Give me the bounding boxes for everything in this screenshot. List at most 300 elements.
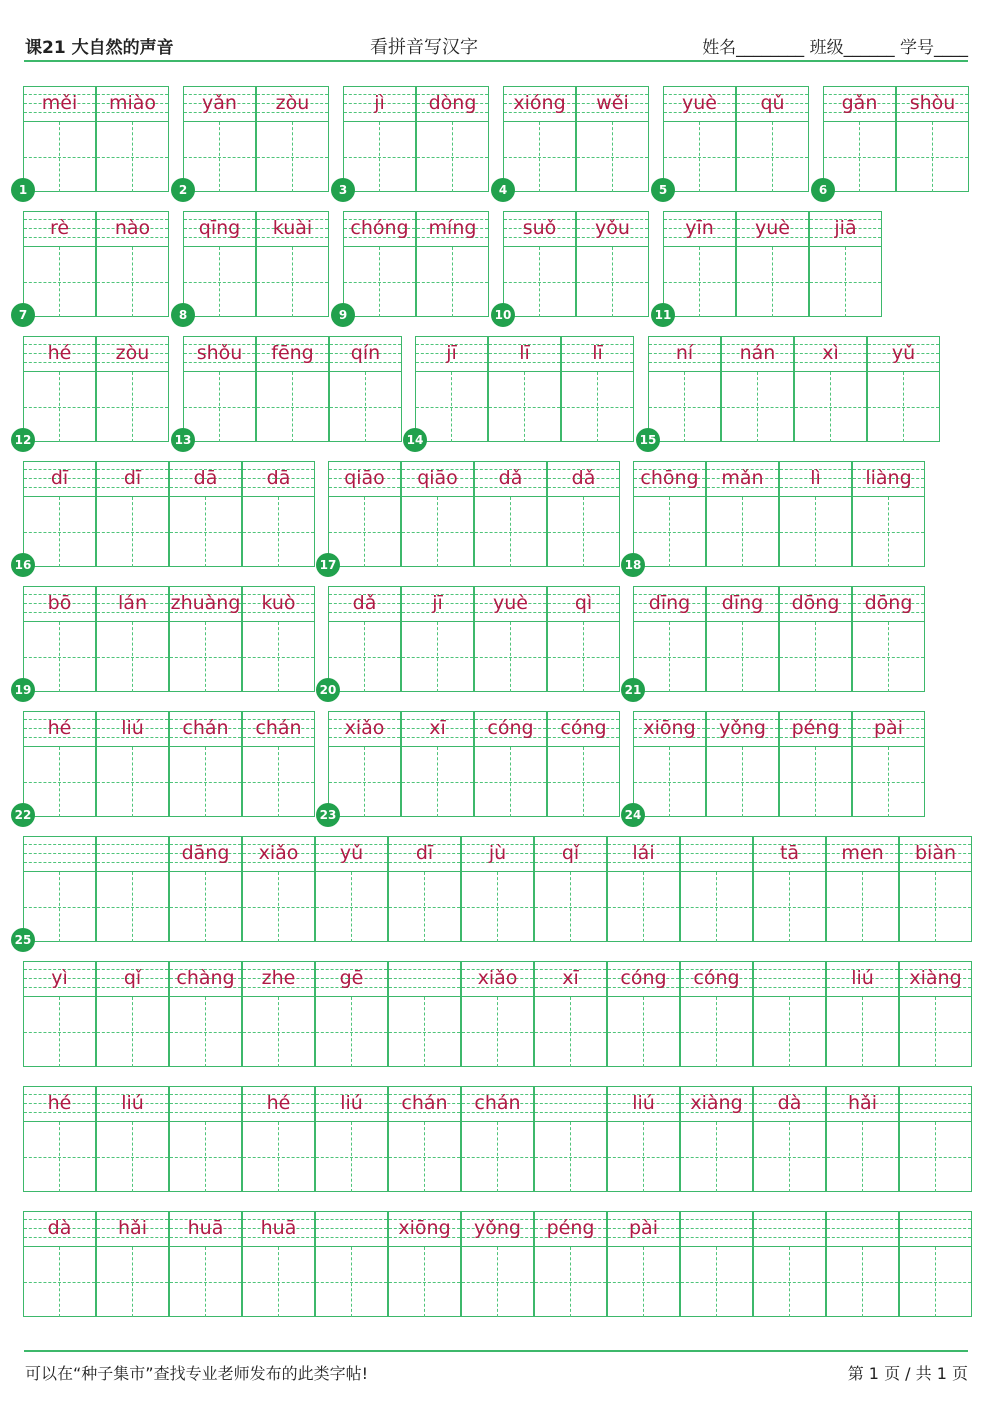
writing-cell[interactable] xyxy=(779,711,852,817)
hanzi-writing-box[interactable] xyxy=(243,1246,314,1317)
hanzi-writing-box[interactable] xyxy=(184,121,255,192)
writing-cell[interactable] xyxy=(401,711,474,817)
writing-cell[interactable] xyxy=(329,336,402,442)
writing-cell[interactable] xyxy=(607,836,680,942)
hanzi-writing-box[interactable] xyxy=(504,246,575,317)
hanzi-writing-box[interactable] xyxy=(97,621,168,692)
hanzi-writing-box[interactable] xyxy=(329,746,400,817)
hanzi-writing-box[interactable] xyxy=(389,1246,460,1317)
box-center-guide-vertical xyxy=(643,997,644,1067)
pinyin-label: měi xyxy=(41,92,78,114)
writing-cell[interactable] xyxy=(169,961,242,1067)
writing-cell[interactable] xyxy=(388,836,461,942)
writing-cell[interactable] xyxy=(534,1086,607,1192)
hanzi-writing-box[interactable] xyxy=(344,246,415,317)
writing-cell[interactable] xyxy=(169,711,242,817)
writing-cell[interactable] xyxy=(503,211,576,317)
writing-cell[interactable] xyxy=(899,1211,972,1317)
hanzi-writing-box[interactable] xyxy=(24,246,95,317)
hanzi-writing-box[interactable] xyxy=(97,996,168,1067)
hanzi-writing-box[interactable] xyxy=(754,1121,825,1192)
writing-cell[interactable] xyxy=(315,1086,388,1192)
writing-cell[interactable] xyxy=(242,711,315,817)
hanzi-writing-box[interactable] xyxy=(780,621,851,692)
writing-cell[interactable] xyxy=(242,961,315,1067)
writing-cell[interactable] xyxy=(576,211,649,317)
writing-cell[interactable] xyxy=(256,86,329,192)
writing-cell[interactable] xyxy=(242,461,315,567)
writing-cell[interactable] xyxy=(23,961,96,1067)
hanzi-writing-box[interactable] xyxy=(737,121,808,192)
pinyin-label: zhuàng xyxy=(170,592,241,614)
pinyin-guide-row xyxy=(97,587,168,621)
hanzi-writing-box[interactable] xyxy=(897,121,968,192)
pinyin-label: xiōng xyxy=(398,1217,451,1239)
hanzi-writing-box[interactable] xyxy=(900,1246,971,1317)
writing-cell[interactable] xyxy=(315,836,388,942)
hanzi-writing-box[interactable] xyxy=(97,871,168,942)
hanzi-writing-box[interactable] xyxy=(868,371,939,442)
hanzi-writing-box[interactable] xyxy=(24,621,95,692)
hanzi-writing-box[interactable] xyxy=(316,1121,387,1192)
writing-cell[interactable] xyxy=(256,336,329,442)
hanzi-writing-box[interactable] xyxy=(24,1246,95,1317)
writing-cell[interactable] xyxy=(461,961,534,1067)
writing-cell[interactable] xyxy=(328,461,401,567)
writing-cell[interactable] xyxy=(96,586,169,692)
writing-cell[interactable] xyxy=(753,1211,826,1317)
hanzi-writing-box[interactable] xyxy=(257,246,328,317)
pinyin-label: qǐ xyxy=(561,842,580,864)
writing-cell[interactable] xyxy=(867,336,940,442)
box-center-guide-vertical xyxy=(132,247,133,317)
writing-cell[interactable] xyxy=(388,1086,461,1192)
pinyin-guide-row xyxy=(462,1087,533,1121)
writing-cell[interactable] xyxy=(169,836,242,942)
pinyin-guide-row xyxy=(608,962,679,996)
writing-cell[interactable] xyxy=(607,1086,680,1192)
hanzi-writing-box[interactable] xyxy=(795,371,866,442)
writing-cell[interactable] xyxy=(23,211,96,317)
box-center-guide-vertical xyxy=(59,1247,60,1317)
writing-cell[interactable] xyxy=(96,711,169,817)
hanzi-writing-box[interactable] xyxy=(257,371,328,442)
pinyin-label: qǔ xyxy=(760,92,785,114)
writing-cell[interactable] xyxy=(315,1211,388,1317)
hanzi-writing-box[interactable] xyxy=(608,871,679,942)
hanzi-writing-box[interactable] xyxy=(634,621,705,692)
hanzi-writing-box[interactable] xyxy=(853,746,924,817)
hanzi-writing-box[interactable] xyxy=(389,996,460,1067)
pinyin-guide-row xyxy=(402,587,473,621)
hanzi-writing-box[interactable] xyxy=(780,496,851,567)
box-center-guide-vertical xyxy=(612,247,613,317)
hanzi-writing-box[interactable] xyxy=(827,996,898,1067)
writing-cell[interactable] xyxy=(23,586,96,692)
writing-cell[interactable] xyxy=(633,461,706,567)
writing-cell[interactable] xyxy=(896,86,969,192)
hanzi-writing-box[interactable] xyxy=(97,121,168,192)
hanzi-writing-box[interactable] xyxy=(184,246,255,317)
writing-cell[interactable] xyxy=(23,711,96,817)
writing-cell[interactable] xyxy=(534,961,607,1067)
box-center-guide-vertical xyxy=(699,122,700,192)
hanzi-writing-box[interactable] xyxy=(535,1246,606,1317)
exercise-number-badge: 14 xyxy=(403,428,427,452)
box-center-guide-vertical xyxy=(716,1247,717,1317)
writing-cell[interactable] xyxy=(23,1086,96,1192)
writing-cell[interactable] xyxy=(736,211,809,317)
hanzi-writing-box[interactable] xyxy=(389,871,460,942)
hanzi-writing-box[interactable] xyxy=(548,621,619,692)
pinyin-guide-row xyxy=(548,712,619,746)
hanzi-writing-box[interactable] xyxy=(170,621,241,692)
pinyin-guide-line xyxy=(389,978,460,979)
writing-cell[interactable] xyxy=(488,336,561,442)
hanzi-writing-box[interactable] xyxy=(170,1121,241,1192)
writing-cell[interactable] xyxy=(23,86,96,192)
hanzi-writing-box[interactable] xyxy=(24,496,95,567)
pinyin-label: jiā xyxy=(834,217,857,239)
hanzi-writing-box[interactable] xyxy=(707,746,778,817)
pinyin-label: chóng xyxy=(350,217,409,239)
writing-cell[interactable] xyxy=(706,711,779,817)
pinyin-guide-row xyxy=(24,87,95,121)
hanzi-writing-box[interactable] xyxy=(649,371,720,442)
hanzi-writing-box[interactable] xyxy=(170,1246,241,1317)
writing-cell[interactable] xyxy=(607,1211,680,1317)
writing-cell[interactable] xyxy=(315,961,388,1067)
hanzi-writing-box[interactable] xyxy=(243,746,314,817)
writing-cell[interactable] xyxy=(401,586,474,692)
hanzi-writing-box[interactable] xyxy=(608,1121,679,1192)
hanzi-writing-box[interactable] xyxy=(535,1121,606,1192)
hanzi-writing-box[interactable] xyxy=(402,746,473,817)
hanzi-writing-box[interactable] xyxy=(827,1246,898,1317)
writing-cell[interactable] xyxy=(461,836,534,942)
writing-cell[interactable] xyxy=(183,86,256,192)
writing-cell[interactable] xyxy=(169,1211,242,1317)
hanzi-writing-box[interactable] xyxy=(608,996,679,1067)
pinyin-guide-row xyxy=(184,87,255,121)
pinyin-guide-line xyxy=(97,853,168,854)
writing-cell[interactable] xyxy=(721,336,794,442)
hanzi-writing-box[interactable] xyxy=(824,121,895,192)
writing-cell[interactable] xyxy=(779,461,852,567)
writing-cell[interactable] xyxy=(416,86,489,192)
hanzi-writing-box[interactable] xyxy=(754,1246,825,1317)
writing-cell[interactable] xyxy=(680,836,753,942)
hanzi-writing-box[interactable] xyxy=(24,1121,95,1192)
hanzi-writing-box[interactable] xyxy=(504,121,575,192)
writing-cell[interactable] xyxy=(461,1211,534,1317)
writing-cell[interactable] xyxy=(23,836,96,942)
writing-cell[interactable] xyxy=(547,461,620,567)
hanzi-writing-box[interactable] xyxy=(900,1121,971,1192)
writing-cell[interactable] xyxy=(96,86,169,192)
hanzi-writing-box[interactable] xyxy=(681,871,752,942)
box-center-guide-vertical xyxy=(772,122,773,192)
writing-cell[interactable] xyxy=(96,336,169,442)
hanzi-writing-box[interactable] xyxy=(462,996,533,1067)
writing-cell[interactable] xyxy=(633,711,706,817)
hanzi-writing-box[interactable] xyxy=(243,1121,314,1192)
writing-cell[interactable] xyxy=(169,461,242,567)
writing-cell[interactable] xyxy=(96,836,169,942)
writing-cell[interactable] xyxy=(607,961,680,1067)
writing-cell[interactable] xyxy=(736,86,809,192)
writing-cell[interactable] xyxy=(474,711,547,817)
hanzi-writing-box[interactable] xyxy=(681,1121,752,1192)
writing-cell[interactable] xyxy=(401,461,474,567)
writing-cell[interactable] xyxy=(343,86,416,192)
hanzi-writing-box[interactable] xyxy=(243,496,314,567)
writing-cell[interactable] xyxy=(663,86,736,192)
writing-cell[interactable] xyxy=(680,1211,753,1317)
hanzi-writing-box[interactable] xyxy=(170,996,241,1067)
writing-cell[interactable] xyxy=(503,86,576,192)
pinyin-guide-row xyxy=(681,1087,752,1121)
pinyin-label: dāng xyxy=(181,842,230,864)
hanzi-writing-box[interactable] xyxy=(634,746,705,817)
hanzi-writing-box[interactable] xyxy=(548,746,619,817)
writing-cell[interactable] xyxy=(23,1211,96,1317)
hanzi-writing-box[interactable] xyxy=(900,871,971,942)
hanzi-writing-box[interactable] xyxy=(402,496,473,567)
hanzi-writing-box[interactable] xyxy=(853,621,924,692)
writing-cell[interactable] xyxy=(388,1211,461,1317)
pinyin-label: yuè xyxy=(682,92,717,114)
hanzi-writing-box[interactable] xyxy=(329,621,400,692)
hanzi-writing-box[interactable] xyxy=(24,871,95,942)
writing-cell[interactable] xyxy=(852,586,925,692)
hanzi-writing-box[interactable] xyxy=(664,246,735,317)
writing-cell[interactable] xyxy=(534,1211,607,1317)
hanzi-writing-box[interactable] xyxy=(243,871,314,942)
hanzi-writing-box[interactable] xyxy=(316,871,387,942)
writing-cell[interactable] xyxy=(183,211,256,317)
writing-cell[interactable] xyxy=(328,586,401,692)
pinyin-guide-row xyxy=(608,1212,679,1246)
box-center-guide-vertical xyxy=(132,1122,133,1192)
hanzi-writing-box[interactable] xyxy=(170,496,241,567)
writing-cell[interactable] xyxy=(633,586,706,692)
writing-cell[interactable] xyxy=(826,961,899,1067)
hanzi-writing-box[interactable] xyxy=(97,371,168,442)
writing-cell[interactable] xyxy=(96,211,169,317)
hanzi-writing-box[interactable] xyxy=(24,121,95,192)
writing-cell[interactable] xyxy=(461,1086,534,1192)
writing-cell[interactable] xyxy=(706,461,779,567)
hanzi-writing-box[interactable] xyxy=(257,121,328,192)
writing-cell[interactable] xyxy=(779,586,852,692)
writing-cell[interactable] xyxy=(96,1211,169,1317)
exercise-number-badge: 2 xyxy=(171,178,195,202)
hanzi-writing-box[interactable] xyxy=(417,246,488,317)
pinyin-guide-row xyxy=(389,837,460,871)
hanzi-writing-box[interactable] xyxy=(827,1121,898,1192)
hanzi-writing-box[interactable] xyxy=(634,496,705,567)
hanzi-writing-box[interactable] xyxy=(462,1121,533,1192)
hanzi-writing-box[interactable] xyxy=(562,371,633,442)
hanzi-writing-box[interactable] xyxy=(577,246,648,317)
writing-cell[interactable] xyxy=(706,586,779,692)
writing-cell[interactable] xyxy=(242,1211,315,1317)
writing-cell[interactable] xyxy=(809,211,882,317)
pinyin-guide-row xyxy=(780,712,851,746)
writing-cell[interactable] xyxy=(899,1086,972,1192)
box-center-guide-vertical xyxy=(643,1247,644,1317)
writing-cell[interactable] xyxy=(328,711,401,817)
hanzi-writing-box[interactable] xyxy=(184,371,255,442)
writing-cell[interactable] xyxy=(753,836,826,942)
hanzi-writing-box[interactable] xyxy=(475,496,546,567)
hanzi-writing-box[interactable] xyxy=(389,1121,460,1192)
hanzi-writing-box[interactable] xyxy=(462,1246,533,1317)
writing-cell[interactable] xyxy=(648,336,721,442)
writing-cell[interactable] xyxy=(794,336,867,442)
hanzi-writing-box[interactable] xyxy=(681,996,752,1067)
pinyin-label: kuài xyxy=(272,217,313,239)
hanzi-writing-box[interactable] xyxy=(577,121,648,192)
box-center-guide-vertical xyxy=(437,747,438,817)
hanzi-writing-box[interactable] xyxy=(810,246,881,317)
box-center-guide-vertical xyxy=(935,872,936,942)
hanzi-writing-box[interactable] xyxy=(316,996,387,1067)
hanzi-writing-box[interactable] xyxy=(737,246,808,317)
hanzi-writing-box[interactable] xyxy=(548,496,619,567)
hanzi-writing-box[interactable] xyxy=(97,246,168,317)
box-center-guide-vertical xyxy=(583,497,584,567)
writing-cell[interactable] xyxy=(343,211,416,317)
writing-cell[interactable] xyxy=(23,461,96,567)
writing-cell[interactable] xyxy=(96,1086,169,1192)
writing-cell[interactable] xyxy=(826,1211,899,1317)
writing-cell[interactable] xyxy=(183,336,256,442)
hanzi-writing-box[interactable] xyxy=(416,371,487,442)
writing-cell[interactable] xyxy=(826,1086,899,1192)
writing-cell[interactable] xyxy=(826,836,899,942)
hanzi-writing-box[interactable] xyxy=(535,871,606,942)
hanzi-writing-box[interactable] xyxy=(535,996,606,1067)
pinyin-label: yǔ xyxy=(891,342,916,364)
writing-cell[interactable] xyxy=(534,836,607,942)
pinyin-label: chán xyxy=(182,717,229,739)
writing-cell[interactable] xyxy=(561,336,634,442)
writing-cell[interactable] xyxy=(474,461,547,567)
hanzi-writing-box[interactable] xyxy=(243,996,314,1067)
pinyin-label: qǐ xyxy=(123,967,142,989)
hanzi-writing-box[interactable] xyxy=(780,746,851,817)
hanzi-writing-box[interactable] xyxy=(417,121,488,192)
writing-cell[interactable] xyxy=(547,586,620,692)
writing-cell[interactable] xyxy=(576,86,649,192)
writing-cell[interactable] xyxy=(663,211,736,317)
writing-cell[interactable] xyxy=(169,586,242,692)
writing-cell[interactable] xyxy=(753,961,826,1067)
hanzi-writing-box[interactable] xyxy=(97,1246,168,1317)
box-center-guide-vertical xyxy=(219,372,220,442)
writing-cell[interactable] xyxy=(547,711,620,817)
pinyin-guide-row xyxy=(257,87,328,121)
hanzi-writing-box[interactable] xyxy=(97,1121,168,1192)
writing-cell[interactable] xyxy=(415,336,488,442)
hanzi-writing-box[interactable] xyxy=(827,871,898,942)
writing-cell[interactable] xyxy=(852,461,925,567)
hanzi-writing-box[interactable] xyxy=(900,996,971,1067)
pinyin-label: liàng xyxy=(865,467,912,489)
hanzi-writing-box[interactable] xyxy=(24,996,95,1067)
hanzi-writing-box[interactable] xyxy=(97,746,168,817)
hanzi-writing-box[interactable] xyxy=(475,746,546,817)
writing-cell[interactable] xyxy=(823,86,896,192)
box-center-guide-vertical xyxy=(903,372,904,442)
writing-cell[interactable] xyxy=(96,461,169,567)
hanzi-writing-box[interactable] xyxy=(316,1246,387,1317)
pinyin-label: hé xyxy=(47,342,72,364)
box-center-guide-vertical xyxy=(278,1122,279,1192)
hanzi-writing-box[interactable] xyxy=(24,746,95,817)
writing-cell[interactable] xyxy=(680,1086,753,1192)
writing-cell[interactable] xyxy=(169,1086,242,1192)
writing-cell[interactable] xyxy=(242,1086,315,1192)
hanzi-writing-box[interactable] xyxy=(462,871,533,942)
writing-cell[interactable] xyxy=(899,961,972,1067)
hanzi-writing-box[interactable] xyxy=(329,496,400,567)
hanzi-writing-box[interactable] xyxy=(170,871,241,942)
writing-cell[interactable] xyxy=(242,836,315,942)
hanzi-writing-box[interactable] xyxy=(722,371,793,442)
writing-cell[interactable] xyxy=(388,961,461,1067)
pinyin-label: huā xyxy=(187,1217,224,1239)
hanzi-writing-box[interactable] xyxy=(330,371,401,442)
hanzi-writing-box[interactable] xyxy=(754,871,825,942)
pinyin-guide-line xyxy=(24,844,95,845)
hanzi-writing-box[interactable] xyxy=(608,1246,679,1317)
pinyin-guide-row xyxy=(577,87,648,121)
hanzi-writing-box[interactable] xyxy=(664,121,735,192)
hanzi-writing-box[interactable] xyxy=(853,496,924,567)
pinyin-guide-row xyxy=(329,462,400,496)
hanzi-writing-box[interactable] xyxy=(243,621,314,692)
hanzi-writing-box[interactable] xyxy=(489,371,560,442)
hanzi-writing-box[interactable] xyxy=(475,621,546,692)
hanzi-writing-box[interactable] xyxy=(754,996,825,1067)
writing-cell[interactable] xyxy=(96,961,169,1067)
writing-cell[interactable] xyxy=(753,1086,826,1192)
pinyin-guide-row xyxy=(97,462,168,496)
writing-cell[interactable] xyxy=(680,961,753,1067)
writing-cell[interactable] xyxy=(23,336,96,442)
pinyin-label: xī xyxy=(562,967,579,989)
hanzi-writing-box[interactable] xyxy=(170,746,241,817)
hanzi-writing-box[interactable] xyxy=(707,496,778,567)
writing-cell[interactable] xyxy=(474,586,547,692)
box-center-guide-vertical xyxy=(59,122,60,192)
hanzi-writing-box[interactable] xyxy=(402,621,473,692)
writing-cell[interactable] xyxy=(256,211,329,317)
hanzi-writing-box[interactable] xyxy=(707,621,778,692)
writing-cell[interactable] xyxy=(852,711,925,817)
writing-cell[interactable] xyxy=(242,586,315,692)
box-center-guide-vertical xyxy=(935,1122,936,1192)
writing-cell[interactable] xyxy=(416,211,489,317)
hanzi-writing-box[interactable] xyxy=(344,121,415,192)
hanzi-writing-box[interactable] xyxy=(97,496,168,567)
hanzi-writing-box[interactable] xyxy=(681,1246,752,1317)
hanzi-writing-box[interactable] xyxy=(24,371,95,442)
writing-cell[interactable] xyxy=(899,836,972,942)
